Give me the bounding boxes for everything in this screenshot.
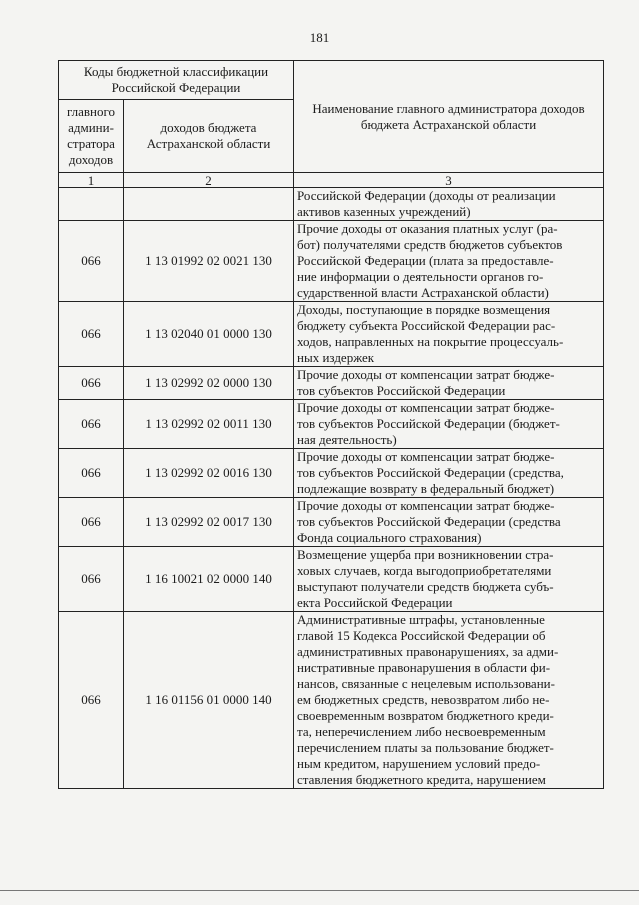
text-line: выступают получатели средств бюджета субъ-: [297, 579, 554, 594]
admin-code-cell: 066: [59, 498, 124, 547]
admin-code-cell: [59, 188, 124, 221]
revenue-code-cell: 1 13 02992 02 0017 130: [124, 498, 294, 547]
revenue-name-cell: [294, 367, 604, 400]
column-number-row: [59, 173, 604, 188]
revenue-code-cell: 1 16 01156 01 0000 140: [124, 612, 294, 789]
text-line: ховых случаев, когда выгодоприобретателями: [297, 563, 552, 578]
table-row: [59, 400, 604, 449]
administrator-name-header: Наименование главного администратора доходов бюджета Астраханской области: [294, 61, 604, 173]
table-row: [59, 302, 604, 367]
text-line: перечислением платы за пользование бюджет-: [297, 740, 554, 755]
text-line: Прочие доходы от компенсации затрат бюдже-: [297, 498, 555, 513]
admin-code-cell: 066: [59, 221, 124, 302]
text-line: ем бюджетных средств, невозвратом либо не-: [297, 692, 550, 707]
text-line: административных правонарушениях, за адми-: [297, 644, 559, 659]
revenue-code-cell: 1 13 02992 02 0000 130: [124, 367, 294, 400]
header-row-1: [59, 61, 604, 100]
revenue-name-cell: [294, 302, 604, 367]
text-line: активов казенных учреждений): [297, 204, 471, 219]
table-row: [59, 449, 604, 498]
text-line: подлежащие возврату в федеральный бюджет): [297, 481, 555, 496]
text-line: екта Российской Федерации: [297, 595, 453, 610]
revenue-code-cell: 1 13 02992 02 0016 130: [124, 449, 294, 498]
text-line: ние информации о деятельности органов го-: [297, 269, 544, 284]
text-line: Доходы, поступающие в порядке возмещения: [297, 302, 551, 317]
column-number: 1: [59, 173, 124, 188]
text-line: Административные штрафы, установленные: [297, 612, 545, 627]
text-line: Российской Федерации (плата за предоставле-: [297, 253, 554, 268]
text-line: Возмещение ущерба при возникновении стра-: [297, 547, 554, 562]
text-line: главой 15 Кодекса Российской Федерации об: [297, 628, 546, 643]
revenue-code-header: доходов бюджета Астраханской области: [124, 100, 294, 173]
revenue-code-cell: 1 13 02992 02 0011 130: [124, 400, 294, 449]
text-line: Фонда социального страхования): [297, 530, 482, 545]
text-line: нистративные правонарушения в области фи-: [297, 660, 551, 675]
table-row: [59, 221, 604, 302]
admin-code-cell: 066: [59, 547, 124, 612]
text-line: ных издержек: [297, 350, 375, 365]
text-line: бот) получателями средств бюджетов субъектов: [297, 237, 563, 252]
revenue-code-cell: 1 16 10021 02 0000 140: [124, 547, 294, 612]
text-line: тов субъектов Российской Федерации: [297, 383, 506, 398]
text-line: тов субъектов Российской Федерации (бюджет-: [297, 416, 560, 431]
text-line: Прочие доходы от оказания платных услуг (ра-: [297, 221, 558, 236]
text-line: Прочие доходы от компенсации затрат бюдже-: [297, 400, 555, 415]
admin-code-cell: 066: [59, 449, 124, 498]
table-row: [59, 612, 604, 789]
budget-classification-table: [58, 60, 604, 789]
codes-header: Коды бюджетной классификации Российской Федерации: [59, 61, 294, 100]
revenue-name-cell: [294, 547, 604, 612]
text-line: Российской Федерации (доходы от реализации: [297, 188, 556, 203]
text-line: ставления бюджетного кредита, нарушением: [297, 772, 546, 787]
text-line: своевременным возвратом бюджетного креди-: [297, 708, 554, 723]
table-row: [59, 547, 604, 612]
column-number: 3: [294, 173, 604, 188]
text-line: ным кредитом, нарушением условий предо-: [297, 756, 541, 771]
revenue-name-cell: [294, 449, 604, 498]
revenue-name-cell: [294, 400, 604, 449]
text-line: Прочие доходы от компенсации затрат бюдже-: [297, 449, 555, 464]
text-line: бюджету субъекта Российской Федерации рас-: [297, 318, 556, 333]
admin-code-cell: 066: [59, 302, 124, 367]
bottom-divider: [0, 890, 639, 891]
revenue-name-cell: [294, 612, 604, 789]
table-row: [59, 367, 604, 400]
revenue-name-cell: [294, 188, 604, 221]
text-line: тов субъектов Российской Федерации (средства: [297, 514, 561, 529]
text-line: Прочие доходы от компенсации затрат бюдже-: [297, 367, 555, 382]
text-line: ходов, направленных на покрытие процессуаль-: [297, 334, 564, 349]
page-number: 181: [309, 30, 330, 45]
table-row: [59, 188, 604, 221]
admin-code-header: главного админи- стратора доходов: [59, 100, 124, 173]
revenue-code-cell: 1 13 01992 02 0021 130: [124, 221, 294, 302]
revenue-code-cell: 1 13 02040 01 0000 130: [124, 302, 294, 367]
table-body: [59, 188, 604, 789]
revenue-name-cell: [294, 498, 604, 547]
admin-code-cell: 066: [59, 400, 124, 449]
column-number: 2: [124, 173, 294, 188]
revenue-name-cell: [294, 221, 604, 302]
text-line: тов субъектов Российской Федерации (средства,: [297, 465, 564, 480]
text-line: сударственной власти Астраханской области): [297, 285, 549, 300]
admin-code-cell: 066: [59, 367, 124, 400]
revenue-code-cell: [124, 188, 294, 221]
text-line: та, неперечислением либо несвоевременным: [297, 724, 546, 739]
table-row: [59, 498, 604, 547]
text-line: нансов, связанные с нецелевым использовани-: [297, 676, 555, 691]
text-line: ная деятельность): [297, 432, 397, 447]
admin-code-cell: 066: [59, 612, 124, 789]
